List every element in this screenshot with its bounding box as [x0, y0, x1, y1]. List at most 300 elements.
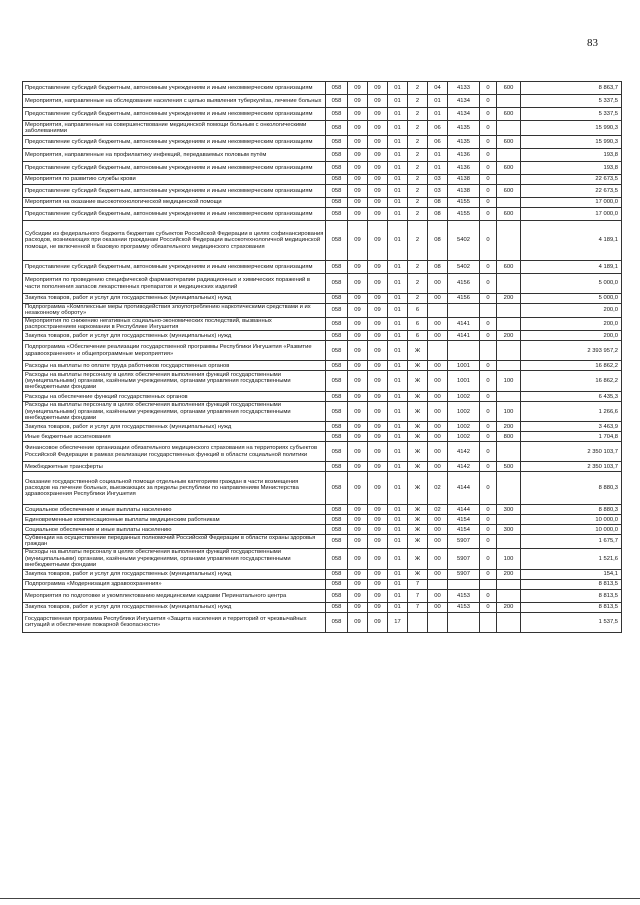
main-event-code: 00: [428, 294, 448, 304]
code-flag: 0: [480, 317, 497, 331]
section-code: 09: [348, 331, 368, 341]
table-row: [23, 392, 622, 402]
code-flag: 0: [480, 361, 497, 371]
amount: 15 990,3: [521, 121, 622, 136]
subprogram-code: 2: [408, 175, 428, 185]
code-flag: 0: [480, 505, 497, 515]
subprogram-code: 2: [408, 149, 428, 162]
ministry-code: 058: [326, 602, 348, 612]
row-name: Социальное обеспечение и иные выплаты населению: [23, 505, 326, 515]
subprogram-code: 2: [408, 95, 428, 108]
ministry-code: 058: [326, 108, 348, 121]
amount: 17 000,0: [521, 208, 622, 221]
direction-code: 4144: [448, 505, 480, 515]
table-row: [23, 602, 622, 612]
expense-type-code: 600: [497, 136, 521, 149]
table-row: [23, 162, 622, 175]
table-row: [23, 261, 622, 274]
subsection-code: 09: [368, 95, 388, 108]
section-code: 09: [348, 505, 368, 515]
bottom-rule: [0, 898, 640, 899]
program-code: 01: [388, 95, 408, 108]
table-row: [23, 462, 622, 472]
expense-type-code: [497, 392, 521, 402]
program-code: 01: [388, 136, 408, 149]
expense-type-code: [497, 304, 521, 318]
direction-code: 5402: [448, 261, 480, 274]
code-flag: 0: [480, 515, 497, 525]
subprogram-code: 2: [408, 221, 428, 261]
subsection-code: 09: [368, 175, 388, 185]
subsection-code: 09: [368, 274, 388, 294]
program-code: 01: [388, 525, 408, 535]
code-flag: 0: [480, 548, 497, 569]
section-code: 09: [348, 472, 368, 505]
ministry-code: 058: [326, 535, 348, 549]
ministry-code: 058: [326, 261, 348, 274]
amount: 1 675,7: [521, 535, 622, 549]
subsection-code: 09: [368, 121, 388, 136]
code-flag: 0: [480, 442, 497, 462]
section-code: 09: [348, 304, 368, 318]
amount: 8 880,3: [521, 472, 622, 505]
subprogram-code: 6: [408, 317, 428, 331]
ministry-code: 058: [326, 402, 348, 422]
section-code: 09: [348, 392, 368, 402]
ministry-code: 058: [326, 121, 348, 136]
amount: 193,8: [521, 162, 622, 175]
code-flag: 0: [480, 422, 497, 432]
amount: 22 673,5: [521, 185, 622, 198]
code-flag: 0: [480, 95, 497, 108]
main-event-code: 00: [428, 525, 448, 535]
subsection-code: 09: [368, 82, 388, 95]
expense-type-code: [497, 149, 521, 162]
amount: 8 813,5: [521, 589, 622, 602]
section-code: 09: [348, 432, 368, 442]
main-event-code: 01: [428, 108, 448, 121]
direction-code: 4154: [448, 515, 480, 525]
table-row: [23, 612, 622, 632]
subprogram-code: 2: [408, 261, 428, 274]
code-flag: [480, 612, 497, 632]
amount: 16 862,2: [521, 361, 622, 371]
ministry-code: 058: [326, 208, 348, 221]
expense-type-code: 600: [497, 185, 521, 198]
ministry-code: 058: [326, 371, 348, 392]
row-name: Расходы на выплаты персоналу в целях обеспечения выполнения функций государственными (муниципальными) органами, казёнными учреждениями, органами управления государственными внебюджетными фондами: [23, 548, 326, 569]
subprogram-code: 7: [408, 579, 428, 589]
code-flag: 0: [480, 392, 497, 402]
row-name: Мероприятия, направленные на обследование населения с целью выявления туберкулёза, лечение больных: [23, 95, 326, 108]
table-row: [23, 525, 622, 535]
code-flag: [480, 579, 497, 589]
table-row: [23, 185, 622, 198]
code-flag: 0: [480, 432, 497, 442]
direction-code: [448, 579, 480, 589]
subsection-code: 09: [368, 392, 388, 402]
direction-code: 4144: [448, 472, 480, 505]
table-row: [23, 505, 622, 515]
table-row: [23, 208, 622, 221]
program-code: 01: [388, 371, 408, 392]
amount: 22 673,5: [521, 175, 622, 185]
ministry-code: 058: [326, 198, 348, 208]
subprogram-code: Ж: [408, 392, 428, 402]
subsection-code: 09: [368, 612, 388, 632]
code-flag: 0: [480, 261, 497, 274]
program-code: 01: [388, 185, 408, 198]
code-flag: 0: [480, 602, 497, 612]
program-code: 01: [388, 472, 408, 505]
section-code: 09: [348, 274, 368, 294]
row-name: Предоставление субсидий бюджетным, автономным учреждениям и иным некоммерческим организациям: [23, 82, 326, 95]
program-code: 01: [388, 548, 408, 569]
subsection-code: 09: [368, 515, 388, 525]
expense-type-code: [497, 317, 521, 331]
program-code: 01: [388, 121, 408, 136]
row-name: Субсидии из федерального бюджета бюджетам субъектов Российской Федерации в целях софинансирования расходов, возникающих при оказании гражданам Российской Федерации высокотехнологичной медицинской помощи, не включенной в базовую программу обязательного медицинского страхования: [23, 221, 326, 261]
amount: 4 189,1: [521, 221, 622, 261]
amount: 5 337,5: [521, 108, 622, 121]
expense-type-code: 300: [497, 525, 521, 535]
ministry-code: 058: [326, 274, 348, 294]
ministry-code: 058: [326, 317, 348, 331]
direction-code: 4135: [448, 136, 480, 149]
ministry-code: 058: [326, 392, 348, 402]
program-code: 01: [388, 432, 408, 442]
subprogram-code: [408, 612, 428, 632]
main-event-code: 01: [428, 162, 448, 175]
subsection-code: 09: [368, 535, 388, 549]
row-name: Подпрограмма «Обеспечение реализации государственной программы Республики Ингушетия «Развитие здравоохранения» и общепрограммные мероприятия»: [23, 341, 326, 361]
section-code: 09: [348, 602, 368, 612]
budget-table: [22, 81, 622, 633]
expense-type-code: 600: [497, 82, 521, 95]
program-code: 01: [388, 402, 408, 422]
direction-code: 4142: [448, 462, 480, 472]
row-name: Мероприятия по развитию службы крови: [23, 175, 326, 185]
subprogram-code: 2: [408, 121, 428, 136]
subsection-code: 09: [368, 149, 388, 162]
ministry-code: 058: [326, 341, 348, 361]
expense-type-code: [497, 221, 521, 261]
direction-code: 4134: [448, 95, 480, 108]
main-event-code: 00: [428, 402, 448, 422]
subsection-code: 09: [368, 371, 388, 392]
expense-type-code: [497, 361, 521, 371]
row-name: Предоставление субсидий бюджетным, автономным учреждениям и иным некоммерческим организациям: [23, 261, 326, 274]
code-flag: 0: [480, 371, 497, 392]
section-code: 09: [348, 589, 368, 602]
direction-code: 1002: [448, 402, 480, 422]
row-name: Предоставление субсидий бюджетным, автономным учреждениям и иным некоммерческим организациям: [23, 108, 326, 121]
section-code: 09: [348, 442, 368, 462]
table-row: [23, 579, 622, 589]
section-code: 09: [348, 371, 368, 392]
ministry-code: 058: [326, 472, 348, 505]
subprogram-code: Ж: [408, 525, 428, 535]
section-code: 09: [348, 525, 368, 535]
subprogram-code: 7: [408, 589, 428, 602]
main-event-code: 00: [428, 515, 448, 525]
amount: 6 435,3: [521, 392, 622, 402]
subprogram-code: Ж: [408, 341, 428, 361]
subsection-code: 09: [368, 108, 388, 121]
subsection-code: 09: [368, 579, 388, 589]
main-event-code: [428, 341, 448, 361]
main-event-code: [428, 304, 448, 318]
program-code: 01: [388, 274, 408, 294]
direction-code: 4141: [448, 317, 480, 331]
direction-code: 4141: [448, 331, 480, 341]
expense-type-code: [497, 121, 521, 136]
code-flag: 0: [480, 294, 497, 304]
subsection-code: 09: [368, 317, 388, 331]
program-code: 01: [388, 392, 408, 402]
subsection-code: 09: [368, 569, 388, 579]
section-code: 09: [348, 82, 368, 95]
section-code: 09: [348, 208, 368, 221]
expense-type-code: 200: [497, 602, 521, 612]
main-event-code: 00: [428, 274, 448, 294]
section-code: 09: [348, 361, 368, 371]
direction-code: 1002: [448, 422, 480, 432]
table-row: [23, 422, 622, 432]
expense-type-code: 100: [497, 371, 521, 392]
row-name: Мероприятия на оказание высокотехнологической медицинской помощи: [23, 198, 326, 208]
amount: 8 880,3: [521, 505, 622, 515]
ministry-code: 058: [326, 505, 348, 515]
section-code: 09: [348, 108, 368, 121]
section-code: 09: [348, 317, 368, 331]
subsection-code: 09: [368, 462, 388, 472]
program-code: 17: [388, 612, 408, 632]
expense-type-code: [497, 95, 521, 108]
table-row: [23, 569, 622, 579]
expense-type-code: 200: [497, 422, 521, 432]
row-name: Предоставление субсидий бюджетным, автономным учреждениям и иным некоммерческим организациям: [23, 185, 326, 198]
main-event-code: 08: [428, 221, 448, 261]
row-name: Расходы на выплаты персоналу в целях обеспечения выполнения функций государственными (муниципальными) органами, казёнными учреждениями, органами управления государственными внебюджетными фондами: [23, 402, 326, 422]
ministry-code: 058: [326, 442, 348, 462]
main-event-code: 00: [428, 361, 448, 371]
subsection-code: 09: [368, 208, 388, 221]
expense-type-code: 600: [497, 208, 521, 221]
program-code: 01: [388, 535, 408, 549]
table-row: [23, 304, 622, 318]
expense-type-code: 100: [497, 402, 521, 422]
row-name: Финансовое обеспечение организации обязательного медицинского страхования на территориях субъектов Российской Федерации в рамках реализации государственных функций в области социальной политики: [23, 442, 326, 462]
direction-code: 5907: [448, 548, 480, 569]
table-row: [23, 515, 622, 525]
ministry-code: 058: [326, 175, 348, 185]
expense-type-code: [497, 175, 521, 185]
row-name: Подпрограмма «Комплексные меры противодействия злоупотреблению наркотическими средствами и их незаконному обороту»: [23, 304, 326, 318]
table-row: [23, 535, 622, 549]
table-row: [23, 442, 622, 462]
amount: 1 537,5: [521, 612, 622, 632]
expense-type-code: [497, 535, 521, 549]
expense-type-code: [497, 198, 521, 208]
direction-code: 1001: [448, 371, 480, 392]
row-name: Подпрограмма «Модернизация здравоохранения»: [23, 579, 326, 589]
subsection-code: 09: [368, 261, 388, 274]
subprogram-code: Ж: [408, 548, 428, 569]
program-code: 01: [388, 361, 408, 371]
amount: 5 000,0: [521, 274, 622, 294]
row-name: Расходы на выплаты по оплате труда работников государственных органов: [23, 361, 326, 371]
row-name: Мероприятия по подготовке и укомплектованию медицинскими кадрами Перинатального центра: [23, 589, 326, 602]
subsection-code: 09: [368, 304, 388, 318]
subsection-code: 09: [368, 589, 388, 602]
program-code: 01: [388, 462, 408, 472]
table-row: [23, 95, 622, 108]
program-code: 01: [388, 304, 408, 318]
subsection-code: 09: [368, 162, 388, 175]
program-code: 01: [388, 317, 408, 331]
main-event-code: 00: [428, 422, 448, 432]
expense-type-code: 200: [497, 569, 521, 579]
table-row: [23, 294, 622, 304]
subprogram-code: Ж: [408, 515, 428, 525]
main-event-code: 04: [428, 82, 448, 95]
table-row: [23, 82, 622, 95]
section-code: 09: [348, 422, 368, 432]
direction-code: 1002: [448, 432, 480, 442]
row-name: Межбюджетные трансферты: [23, 462, 326, 472]
code-flag: 0: [480, 136, 497, 149]
expense-type-code: [497, 442, 521, 462]
table-row: [23, 108, 622, 121]
code-flag: 0: [480, 535, 497, 549]
table-row: [23, 472, 622, 505]
expense-type-code: [497, 515, 521, 525]
ministry-code: 058: [326, 136, 348, 149]
expense-type-code: 800: [497, 432, 521, 442]
main-event-code: [428, 612, 448, 632]
subprogram-code: 2: [408, 108, 428, 121]
direction-code: 4156: [448, 294, 480, 304]
ministry-code: 058: [326, 304, 348, 318]
main-event-code: 00: [428, 392, 448, 402]
subprogram-code: Ж: [408, 371, 428, 392]
subsection-code: 09: [368, 198, 388, 208]
subprogram-code: 6: [408, 304, 428, 318]
program-code: 01: [388, 505, 408, 515]
ministry-code: 058: [326, 589, 348, 602]
row-name: Единовременные компенсационные выплаты медицинским работникам: [23, 515, 326, 525]
main-event-code: 00: [428, 371, 448, 392]
row-name: Расходы на обеспечение функций государственных органов: [23, 392, 326, 402]
expense-type-code: [497, 579, 521, 589]
subprogram-code: 7: [408, 602, 428, 612]
direction-code: 1002: [448, 392, 480, 402]
subsection-code: 09: [368, 294, 388, 304]
amount: 2 350 103,7: [521, 462, 622, 472]
subsection-code: 09: [368, 402, 388, 422]
ministry-code: 058: [326, 422, 348, 432]
ministry-code: 058: [326, 462, 348, 472]
amount: 1 704,8: [521, 432, 622, 442]
main-event-code: 08: [428, 198, 448, 208]
subprogram-code: 2: [408, 82, 428, 95]
main-event-code: 00: [428, 548, 448, 569]
ministry-code: 058: [326, 82, 348, 95]
ministry-code: 058: [326, 579, 348, 589]
ministry-code: 058: [326, 95, 348, 108]
section-code: 09: [348, 402, 368, 422]
table-row: [23, 548, 622, 569]
main-event-code: 08: [428, 208, 448, 221]
subprogram-code: 2: [408, 185, 428, 198]
row-name: Предоставление субсидий бюджетным, автономным учреждениям и иным некоммерческим организациям: [23, 208, 326, 221]
expense-type-code: 300: [497, 505, 521, 515]
subsection-code: 09: [368, 136, 388, 149]
code-flag: 0: [480, 331, 497, 341]
main-event-code: 00: [428, 535, 448, 549]
subsection-code: 09: [368, 525, 388, 535]
ministry-code: 058: [326, 548, 348, 569]
subprogram-code: Ж: [408, 361, 428, 371]
direction-code: 4136: [448, 149, 480, 162]
program-code: 01: [388, 108, 408, 121]
section-code: 09: [348, 198, 368, 208]
program-code: 01: [388, 82, 408, 95]
code-flag: 0: [480, 208, 497, 221]
subprogram-code: 6: [408, 331, 428, 341]
subprogram-code: Ж: [408, 535, 428, 549]
table-row: [23, 221, 622, 261]
program-code: 01: [388, 175, 408, 185]
main-event-code: 00: [428, 442, 448, 462]
subsection-code: 09: [368, 548, 388, 569]
subprogram-code: Ж: [408, 442, 428, 462]
subsection-code: 09: [368, 361, 388, 371]
code-flag: 0: [480, 221, 497, 261]
main-event-code: 02: [428, 505, 448, 515]
code-flag: 0: [480, 525, 497, 535]
expense-type-code: [497, 472, 521, 505]
direction-code: 4135: [448, 121, 480, 136]
expense-type-code: [497, 589, 521, 602]
main-event-code: 08: [428, 261, 448, 274]
section-code: 09: [348, 341, 368, 361]
main-event-code: 00: [428, 432, 448, 442]
section-code: 09: [348, 569, 368, 579]
section-code: 09: [348, 612, 368, 632]
direction-code: 4156: [448, 274, 480, 294]
code-flag: 0: [480, 82, 497, 95]
section-code: 09: [348, 462, 368, 472]
subprogram-code: Ж: [408, 505, 428, 515]
subsection-code: 09: [368, 221, 388, 261]
expense-type-code: 600: [497, 162, 521, 175]
row-name: Иные бюджетные ассигнования: [23, 432, 326, 442]
expense-type-code: 200: [497, 294, 521, 304]
program-code: 01: [388, 589, 408, 602]
program-code: 01: [388, 221, 408, 261]
direction-code: 5907: [448, 535, 480, 549]
main-event-code: 03: [428, 175, 448, 185]
main-event-code: 06: [428, 121, 448, 136]
row-name: Мероприятия по снижению негативных социально-экономических последствий, вызванных распространением наркомании в Республике Ингушетия: [23, 317, 326, 331]
direction-code: [448, 341, 480, 361]
table-row: [23, 331, 622, 341]
expense-type-code: [497, 341, 521, 361]
row-name: Закупка товаров, работ и услуг для государственных (муниципальных) нужд: [23, 422, 326, 432]
row-name: Мероприятия, направленные на совершенствование медицинской помощи больным с онкологическими заболеваниями: [23, 121, 326, 136]
